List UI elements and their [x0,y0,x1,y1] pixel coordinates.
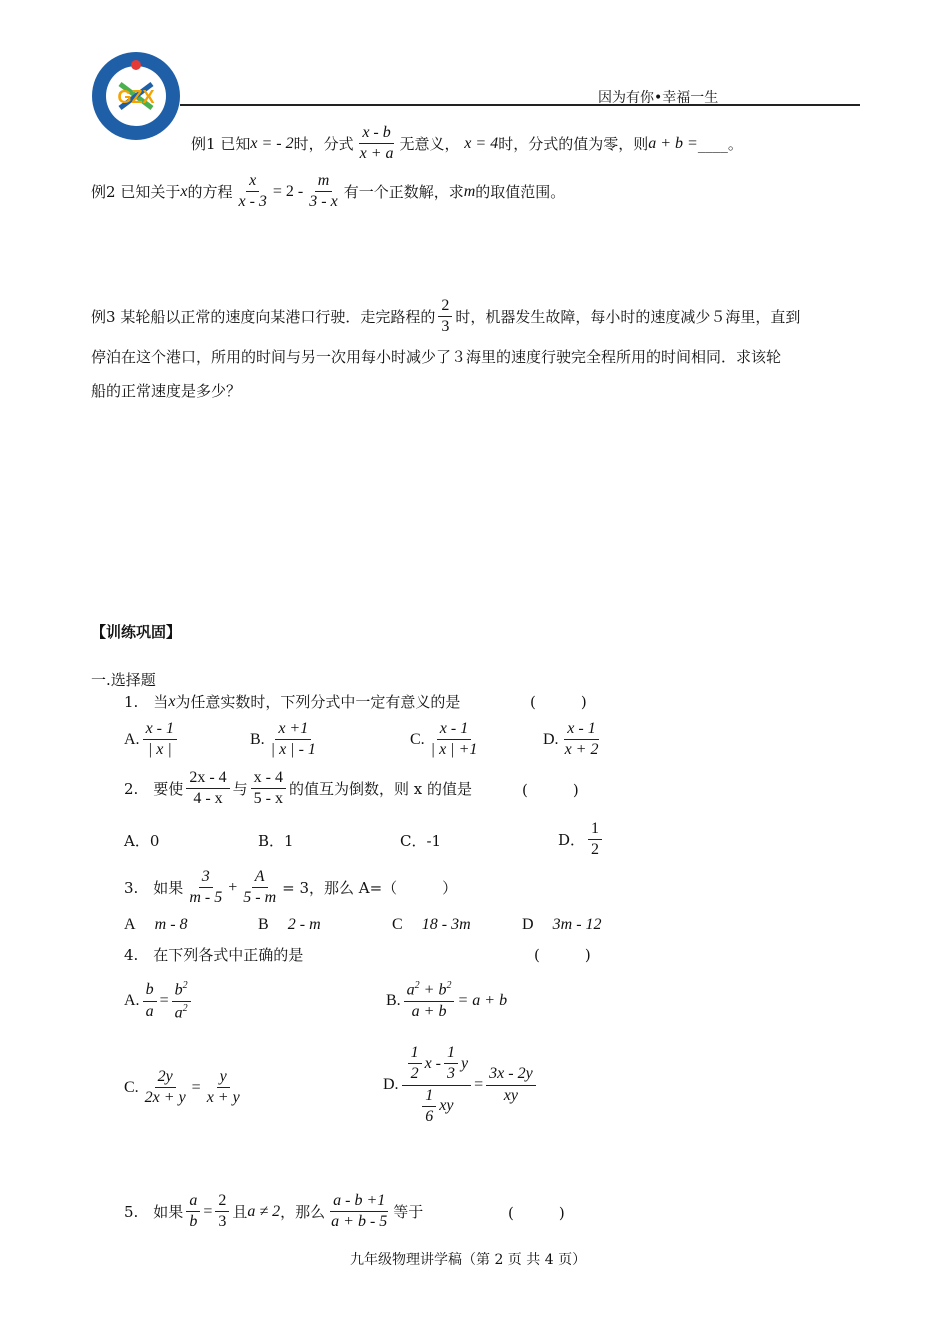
q2-option-a: A．0 [124,832,160,850]
q3-option-d: D 3m - 12 [522,916,602,933]
q1-option-a: A. $\frac{x - 1}{| x |}$ [124,720,180,760]
q1-option-d: D. $\frac{x - 1}{x + 2}$ [543,720,599,759]
example-3-line1: 例3 某轮船以正常的速度向某港口行驶．走完路程的 $\frac{2}{3}$ 时，机器发生故障，每小时的速度减少５海里，直到 [91,297,801,336]
answer-paren: ( ) [522,781,579,799]
example-2: 例2 已知关于 x 的方程 $\frac{x}{x - 3}$ = 2 - $\frac{m}{3 - x}$ 有一个正数解，求 m 的取值范围。 [91,172,566,211]
q4-option-a: A. $\frac{b}{a}$ = $\frac{b^2}{a^2}$ [124,980,194,1022]
q1-option-b: B. $\frac{x +1}{| x | - 1}$ [250,720,316,759]
q4-option-d: D. $\frac{1}{2}$ x - $\frac{1}{3}$ y $\frac{1}{6}$ xy = $\frac{3x - 2y}{xy}$ [383,1044,539,1127]
fraction: $\frac{2}{3}$ [438,297,452,337]
answer-paren: ( ) [508,1204,565,1222]
question-2-stem: 2. 要使 $\frac{2x - 4}{4 - x}$ 与 $\frac{x - 4}{5 - x}$ 的值互为倒数，则 x 的值是 [124,769,472,808]
section-choice: 一.选择题 [91,671,156,689]
q3-option-b: B 2 - m [258,916,321,933]
question-5-stem: 5. 如果 $\frac{a}{b}$ = $\frac{2}{3}$ 且 a ≠ 2 ，那么 $\frac{a - b +1}{a + b - 5}$ 等于 [124,1192,424,1231]
q4-option-b: B. $\frac{a^2 + b^2}{a + b}$ = a + b [386,980,508,1020]
q1-option-c: C. $\frac{x - 1}{| x | +1}$ [410,720,478,759]
q2-option-d: D． $\frac{1}{2}$ [558,820,605,860]
q3-option-a: A m - 8 [124,916,188,933]
logo-text: GZX [117,87,155,107]
question-4-stem: 4. 在下列各式中正确的是 [124,946,304,964]
answer-paren: ( ) [530,693,587,711]
fraction: $\frac{m}{3 - x}$ [309,172,338,211]
q3-option-c: C 18 - 3m [392,916,471,933]
school-logo [90,50,182,142]
example-label: 例1 [191,135,216,154]
q2-option-b: B．1 [258,832,294,850]
fraction: $\frac{x - b}{x + a}$ [359,124,394,163]
question-1-stem: 1. 当 x 为任意实数时，下列分式中一定有意义的是 [124,692,461,711]
example-3-line3: 船的正常速度是多少？ [91,382,242,400]
practice-title: 【训练巩固】 [91,623,182,641]
example-label: 例3 [91,308,116,327]
example-1: 例1 已知 x = - 2 时，分式 $\frac{x - b}{x + a}$ 无意义， x = 4 时，分式的值为零，则 a + b = ____ 。 [191,124,743,163]
fraction: $\frac{x}{x - 3}$ [238,172,267,211]
q4-option-c: C. $\frac{2y}{2x + y}$ = $\frac{y}{x + y}$ [124,1068,240,1107]
page-footer: 九年级物理讲学稿（第 2 页 共 4 页） [350,1252,587,1268]
q2-option-c: C．-1 [400,832,442,850]
question-3-stem: 3. 如果 $\frac{3}{m - 5}$ + $\frac{A}{5 - m}$ = 3，那么 A=（ ） [124,868,458,907]
header-rule [180,104,860,106]
example-label: 例2 [91,183,116,202]
example-3-line2: 停泊在这个港口，所用的时间与另一次用每小时减少了３海里的速度行驶完全程所用的时间相同．求该轮 [91,348,782,366]
header-motto: 因为有你•幸福一生 [598,90,719,106]
answer-paren: ( ) [534,946,591,964]
